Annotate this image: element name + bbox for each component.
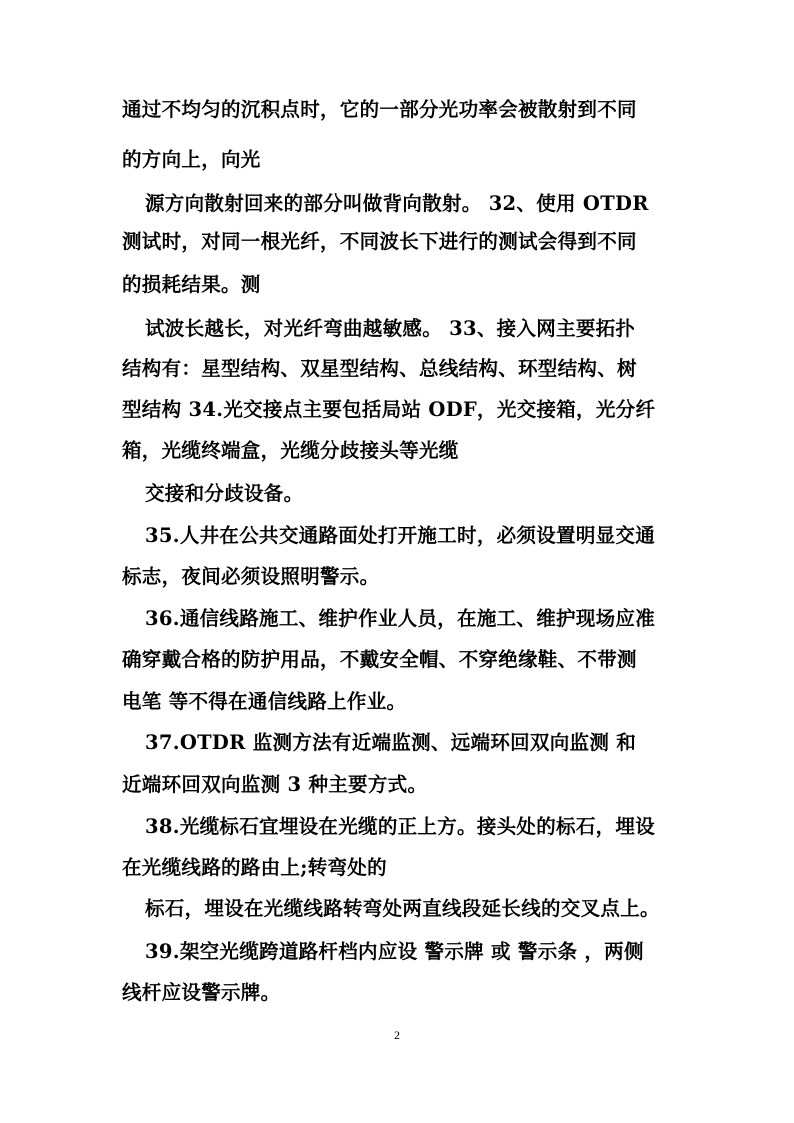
text-line: 标石，埋设在光缆线路转弯处两直线段延长线的交叉点上。 — [145, 897, 660, 920]
text-line: 电笔 等不得在通信线路上作业。 — [122, 690, 407, 713]
text-line: 测试时，对同一根光纤，不同波长下进行的测试会得到不同 — [122, 230, 637, 253]
text-line: 38.光缆标石宜埋设在光缆的正上方。接头处的标石，埋设 — [145, 815, 656, 838]
text-line: 在光缆线路的路由上;转弯处的 — [122, 856, 387, 879]
text-line: 35.人井在公共交通路面处打开施工时，必须设置明显交通 — [145, 524, 656, 547]
text-line: 线杆应设警示牌。 — [122, 981, 281, 1004]
text-line: 结构有：星型结构、双星型结构、总线结构、环型结构、树 — [122, 357, 637, 380]
text-line: 型结构 34.光交接点主要包括局站 ODF，光交接箱，光分纤 — [122, 398, 656, 421]
text-line: 近端环回双向监测 3 种主要方式。 — [122, 773, 428, 796]
text-line: 试波长越长，对光纤弯曲越敏感。 33、接入网主要拓扑 — [145, 317, 636, 340]
text-line: 39.架空光缆跨道路杆档内应设 警示牌 或 警示条 ，两侧 — [145, 940, 644, 963]
text-line: 交接和分歧设备。 — [145, 482, 304, 505]
text-line: 的方向上，向光 — [122, 148, 261, 171]
text-line: 通过不均匀的沉积点时，它的一部分光功率会被散射到不同 — [122, 98, 637, 121]
text-line: 标志，夜间必须设照明警示。 — [122, 565, 380, 588]
text-line: 确穿戴合格的防护用品，不戴安全帽、不穿绝缘鞋、不带测 — [122, 648, 637, 671]
page-number: 2 — [394, 1028, 400, 1042]
text-line: 的损耗结果。测 — [122, 273, 261, 296]
text-line: 源方向散射回来的部分叫做背向散射。 32、使用 OTDR — [145, 192, 649, 215]
text-line: 36.通信线路施工、维护作业人员，在施工、维护现场应准 — [145, 607, 656, 630]
text-line: 37.OTDR 监测方法有近端监测、远端环回双向监测 和 — [145, 731, 637, 754]
text-line: 箱，光缆终端盒，光缆分歧接头等光缆 — [122, 439, 459, 462]
